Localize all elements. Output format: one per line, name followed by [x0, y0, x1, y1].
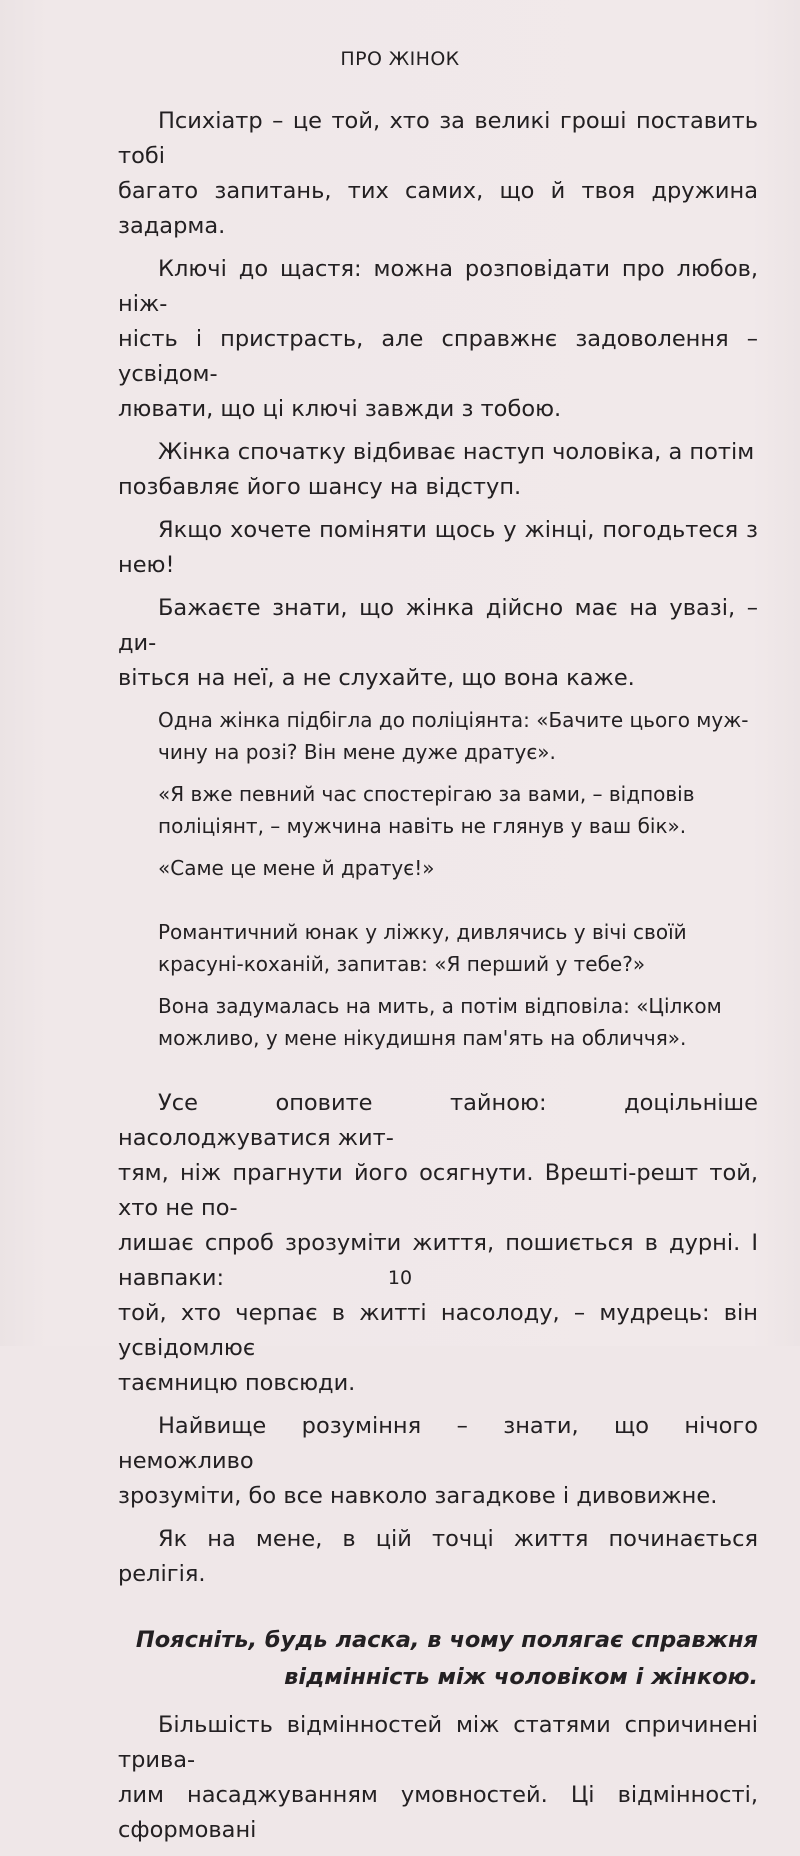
body-text: [118, 104, 758, 1856]
anecdote-police-line-1: Одна жінка підбігла до поліціянта: «Бачите цього муж- чину на розі? Він мене дуже дратує».: [158, 708, 749, 764]
page-number: 10: [387, 1267, 413, 1289]
question-heading: Поясніть, будь ласка, в чому полягає справжня відмінність між чоловіком і жінкою.: [135, 1627, 758, 1690]
paragraph-differences: Більшість відмінностей між статями спричинені трива- лим насаджуванням умовностей. Ці відмінності, сформовані: [118, 1712, 758, 1843]
anecdote-police-line-3: «Саме це мене й дратує!»: [158, 856, 435, 880]
paragraph-religion: Як на мене, в цій точці життя починається релігія.: [118, 1526, 758, 1587]
paragraph-highest-understanding: Найвище розуміння – знати, що нічого неможливо зрозуміти, бо все навколо загадкове і дивовижне.: [118, 1413, 758, 1509]
anecdote-romantic-line-1: Романтичний юнак у ліжку, дивлячись у вічі своїй красуні-коханій, запитав: «Я перший у тебе?»: [158, 920, 687, 976]
anecdote-police-line-2: «Я вже певний час спостерігаю за вами, – відповів поліціянт, – мужчина навіть не глянув у ваш бік».: [158, 782, 695, 838]
paragraph-mystery: Усе оповите тайною: доцільніше насолоджуватися жит- тям, ніж прагнути його осягнути. Врешті-решт той, хто не по- лишає спроб зрозуміти життя, пошиється в дурні. І навпаки: той, хто черпає в житті насолоду, – мудрець: він усвідомлює таємницю повсюди.: [118, 1090, 758, 1396]
paragraph-keys-to-happiness: Ключі до щастя: можна розповідати про любов, ніж- ність і пристрасть, але справжнє задоволення – усвідом- лювати, що ці ключі завжди з тобою.: [118, 256, 758, 422]
paragraph-psychiatrist: Психіатр – це той, хто за великі гроші поставить тобі багато запитань, тих самих, що й твоя дружина задарма.: [118, 108, 758, 239]
paragraph-woman-repels: Жінка спочатку відбиває наступ чоловіка, а потім позбавляє його шансу на відступ.: [118, 439, 755, 500]
running-head: ПРО ЖІНОК: [340, 48, 460, 70]
paragraph-agree-with-her: Якщо хочете поміняти щось у жінці, погодьтеся з нею!: [118, 517, 758, 578]
anecdote-romantic-line-2: Вона задумалась на мить, а потім відповіла: «Цілком можливо, у мене нікудишня пам'ять на обличчя».: [158, 994, 722, 1050]
paragraph-watch-her: Бажаєте знати, що жінка дійсно має на увазі, – ди- віться на неї, а не слухайте, що вона каже.: [118, 595, 758, 691]
section-gap: [118, 1064, 758, 1086]
section-gap: [118, 1600, 758, 1622]
section-gap: [118, 894, 758, 916]
